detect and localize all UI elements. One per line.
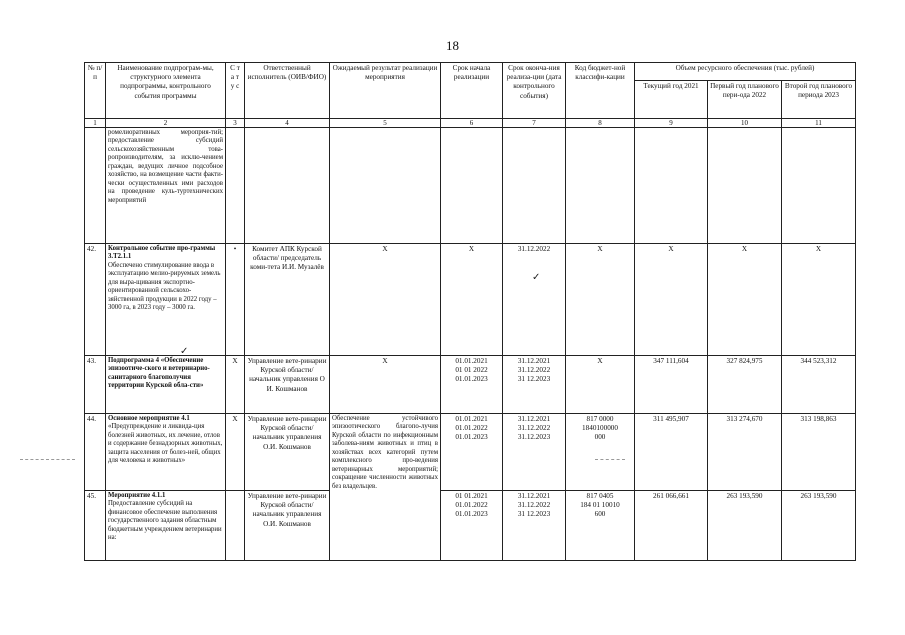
row-number: 44.	[85, 414, 106, 491]
row-start	[441, 128, 503, 244]
row-2022: 327 824,975	[708, 356, 782, 414]
row-executor: Комитет АПК Курской области/ председатель коми-тета И.И. Музалёв	[245, 244, 330, 356]
header-result: Ожидаемый результат реализации мероприятия	[330, 63, 441, 119]
row-status: Х	[226, 356, 245, 414]
row-2023: 344 523,312	[782, 356, 856, 414]
table-row	[85, 414, 856, 491]
budget-code: 184 01 10010	[580, 501, 620, 510]
row-name-title: Мероприятие 4.1.1	[108, 492, 166, 499]
col-num-11: 11	[782, 119, 856, 128]
header-end: Срок оконча-ния реализа-ции (дата контрольного события)	[503, 63, 566, 119]
row-end	[503, 128, 566, 244]
header-2023: Второй год планового периода 2023	[782, 81, 856, 119]
col-num-2: 2	[106, 119, 226, 128]
row-name-text: «Предупреждение и ликвида-ция болезней животных, их лечение, отлов и содержание безнадзорных животных, защита населения от болез-ней, общих для человека и животных»	[108, 423, 223, 465]
header-start: Срок начала реализации	[441, 63, 503, 119]
row-end: 31.12.2022	[503, 244, 566, 356]
col-num-9: 9	[635, 119, 708, 128]
row-2023: Х	[782, 244, 856, 356]
end-date: 31.12.2021	[517, 415, 551, 423]
col-num-1: 1	[85, 119, 106, 128]
start-date: 01.01.2023	[455, 510, 488, 519]
checkmark-icon: ✓	[180, 346, 189, 357]
row-2021	[635, 128, 708, 244]
row-2023: 263 193,590	[782, 491, 856, 561]
start-date: 01.01.2022	[455, 501, 488, 510]
col-num-7: 7	[503, 119, 566, 128]
col-num-3: 3	[226, 119, 245, 128]
start-date: 01 01.2021	[455, 492, 488, 500]
row-code	[566, 128, 635, 244]
row-start: Х	[441, 244, 503, 356]
col-num-10: 10	[708, 119, 782, 128]
row-2022: 263 193,590	[708, 491, 782, 561]
row-executor: Управление вете-ринарии Курской области/ начальник управления О.И. Кошманов	[245, 414, 330, 491]
start-date: 01 01 2022	[455, 366, 488, 375]
scan-artifact	[595, 459, 625, 460]
table-row	[85, 356, 856, 414]
row-2022: Х	[708, 244, 782, 356]
row-2021: Х	[635, 244, 708, 356]
header-executor: Ответственный исполнитель (ОИВ/ФИО)	[245, 63, 330, 119]
budget-code: 1840100000	[582, 424, 618, 433]
row-name-text: Предоставление субсидий на финансовое обеспечение выполнения государственного задания областным бюджетным учреждением ветеринарии на:	[108, 500, 222, 542]
row-start	[441, 414, 503, 491]
row-start	[441, 356, 503, 414]
row-code: Х	[566, 244, 635, 356]
row-2022	[708, 128, 782, 244]
header-budget-code: Код бюджет-ной классифи-кации	[566, 63, 635, 119]
column-number-row	[85, 119, 856, 128]
row-name	[106, 414, 226, 491]
row-status	[226, 128, 245, 244]
budget-code: 817 0405	[586, 492, 614, 500]
row-status: •	[226, 244, 245, 356]
row-number: 42.	[85, 244, 106, 356]
row-name-text: Обеспечено стимулирование ввода в эксплуатацию мелио-рируемых земель для выра-щивания экспортно-ориентированной сельскохо-зяйственной продукции в 2022 году – 3000 га, в 2023 году – 3000 га.	[108, 261, 221, 312]
row-name: ромелиоративных мероприя-тий; предоставление субсидий сельскохозяйственным това-ропроизводителям, за исклю-чением граждан, ведущих личное подсобное хозяйство, на возмещение части факти-чески осуществленных ими расходов на проведение куль-туртехнических мероприятий	[106, 128, 226, 244]
row-number: 43.	[85, 356, 106, 414]
row-2023	[782, 128, 856, 244]
row-result: Обеспечение устойчивого эпизоотического благопо-лучия Курской области по инфекционным заболева-ниям животных и птиц в хозяйствах всех категорий путем комплексного про-ведения ветеринарных мероприятий; сокращение численности животных без владельцев.	[330, 414, 441, 561]
budget-code: 817 0000	[586, 415, 614, 423]
row-number	[85, 128, 106, 244]
start-date: 01.01.2023	[455, 433, 488, 442]
row-end	[503, 414, 566, 491]
header-name: Наименование подпрограм-мы, структурного элемента подпрограммы, контрольного события программы	[106, 63, 226, 119]
table-row	[85, 491, 856, 561]
start-date: 01.01.2022	[455, 424, 488, 433]
row-end	[503, 491, 566, 561]
row-2021: 347 111,604	[635, 356, 708, 414]
table-row	[85, 244, 856, 356]
row-executor	[245, 128, 330, 244]
start-date: 01.01.2021	[455, 357, 488, 365]
row-code: Х	[566, 356, 635, 414]
end-date: 31.12.2021	[517, 492, 551, 500]
budget-code: 600	[594, 510, 606, 519]
row-code	[566, 414, 635, 491]
end-date: 31 12.2023	[517, 375, 551, 384]
header-funding: Объем ресурсного обеспечения (тыс. рублей)	[635, 63, 856, 81]
row-status	[226, 491, 245, 561]
row-code	[566, 491, 635, 561]
header-2022: Первый год планового пери-ода 2022	[708, 81, 782, 119]
row-2022: 313 274,670	[708, 414, 782, 491]
row-2021: 261 066,661	[635, 491, 708, 561]
col-num-8: 8	[566, 119, 635, 128]
row-status: Х	[226, 414, 245, 491]
row-start	[441, 491, 503, 561]
end-date: 31.12.2023	[517, 433, 551, 442]
row-result: Х	[330, 356, 441, 414]
row-name-title: Контрольное событие про-граммы 3.Т2.1.1	[108, 245, 216, 261]
end-date: 31.12.2022	[517, 366, 551, 375]
header-status: С т а т у с	[226, 63, 245, 119]
budget-code: 000	[594, 433, 606, 442]
row-executor: Управление вете-ринарии Курской области/ начальник управления О И. Кошманов	[245, 356, 330, 414]
col-num-6: 6	[441, 119, 503, 128]
row-end	[503, 356, 566, 414]
row-name-title: Подпрограмма 4 «Обеспечение эпизоотиче-ского и ветеринарно-санитарного благополучия территории Курской обла-сти»	[106, 356, 226, 414]
row-2023: 313 198,863	[782, 414, 856, 491]
col-num-4: 4	[245, 119, 330, 128]
row-result	[330, 128, 441, 244]
row-name-title: Основное мероприятие 4.1	[108, 415, 190, 422]
row-number: 45.	[85, 491, 106, 561]
row-result: Х	[330, 244, 441, 356]
row-name	[106, 244, 226, 356]
end-date: 31.12.2022	[517, 501, 551, 510]
row-executor: Управление вете-ринарии Курской области/ начальник управления О.И. Кошманов	[245, 491, 330, 561]
start-date: 01.01.2021	[455, 415, 488, 423]
row-name	[106, 491, 226, 561]
resource-table	[84, 62, 856, 561]
end-date: 31.12.2022	[517, 424, 551, 433]
end-date: 31.12.2021	[517, 357, 551, 365]
scan-artifact	[20, 459, 75, 460]
end-date: 31 12.2023	[517, 510, 551, 519]
page-number: 18	[446, 38, 459, 53]
start-date: 01.01.2023	[455, 375, 488, 384]
table-row	[85, 128, 856, 244]
col-num-5: 5	[330, 119, 441, 128]
header-number: № п/п	[85, 63, 106, 119]
header-2021: Текущий год 2021	[635, 81, 708, 119]
checkmark-icon: ✓	[532, 272, 541, 283]
row-2021: 311 495,907	[635, 414, 708, 491]
